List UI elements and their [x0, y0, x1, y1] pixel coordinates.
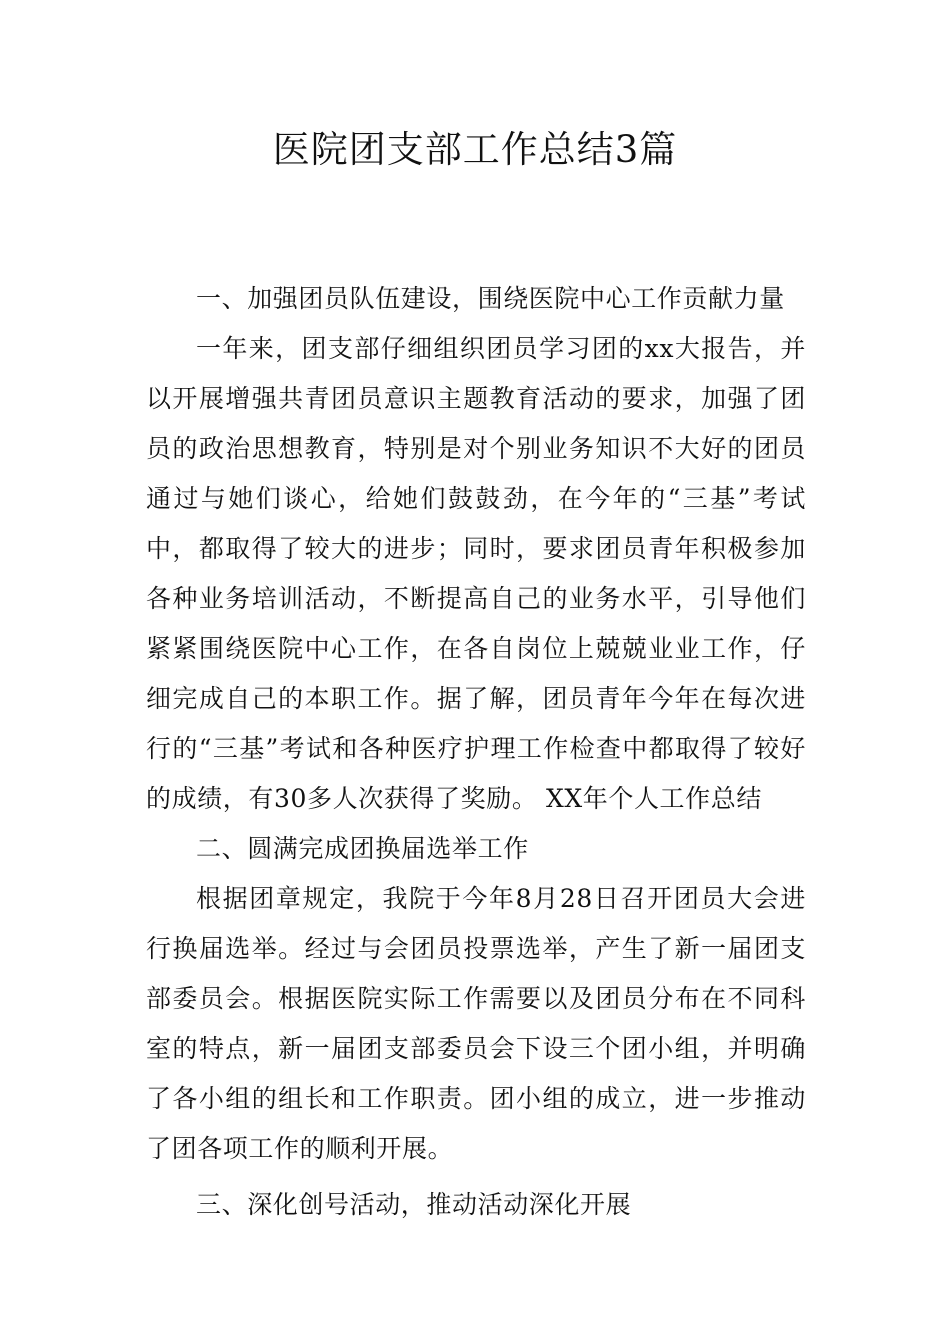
document-title: 医院团支部工作总结3篇 [272, 128, 678, 171]
section-heading-3: 三、深化创号活动，推动活动深化开展 [196, 1190, 632, 1219]
section-heading-1: 一、加强团员队伍建设，围绕医院中心工作贡献力量 [196, 284, 785, 313]
paragraph-2: 根据团章规定，我院于今年8月28日召开团员大会进行换届选举。经过与会团员投票选举，产生了新一届团支部委员会。根据医院实际工作需要以及团员分布在不同科室的特点，新一届团支部委员会下设三个团小组，并明确了各小组的组长和工作职责。团小组的成立，进一步推动了团各项工作的顺利开展。 [146, 884, 806, 1163]
section-heading-2: 二、圆满完成团换届选举工作 [196, 834, 529, 863]
document-body [146, 274, 806, 1230]
paragraph-1: 一年来，团支部仔细组织团员学习团的xx大报告，并以开展增强共青团员意识主题教育活动的要求，加强了团员的政治思想教育，特别是对个别业务知识不大好的团员通过与她们谈心，给她们鼓鼓劲，在今年的“三基”考试中，都取得了较大的进步；同时，要求团员青年积极参加各种业务培训活动，不断提高自己的业务水平，引导他们紧紧围绕医院中心工作，在各自岗位上兢兢业业工作，仔细完成自己的本职工作。据了解，团员青年今年在每次进行的“三基”考试和各种医疗护理工作检查中都取得了较好的成绩，有30多人次获得了奖励。 XX年个人工作总结 [146, 334, 806, 813]
